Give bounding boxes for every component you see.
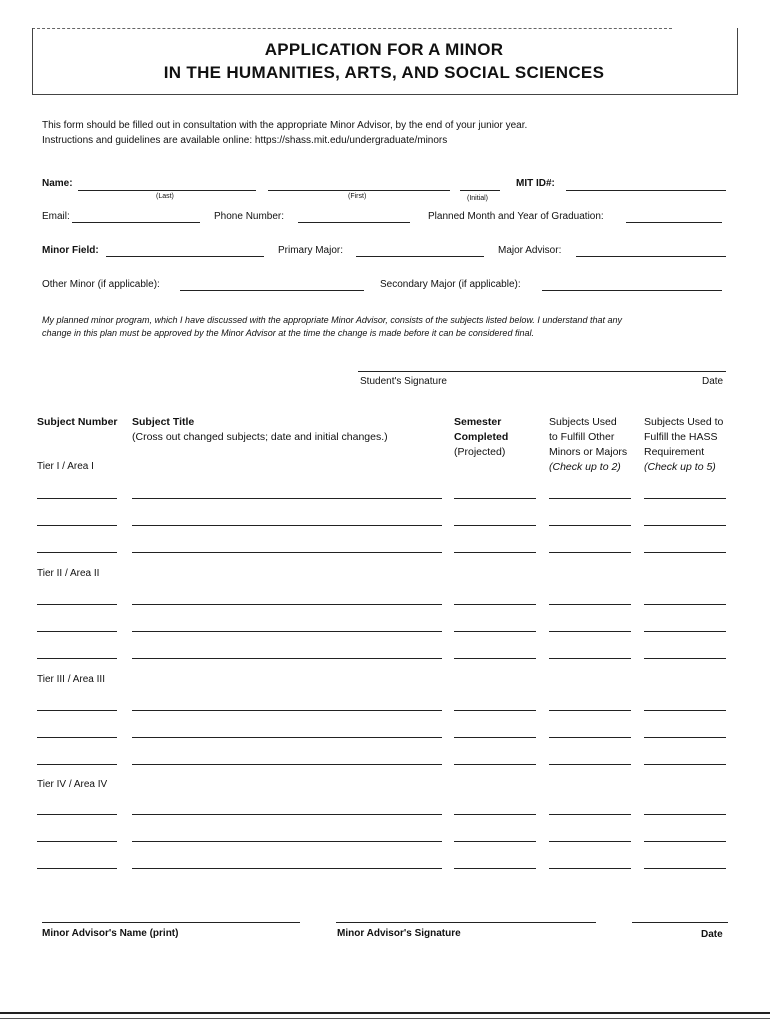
subject-number-field[interactable] <box>37 658 117 659</box>
semester-field[interactable] <box>454 604 536 605</box>
subject-number-field[interactable] <box>37 498 117 499</box>
subject-number-field[interactable] <box>37 631 117 632</box>
advisor-name-label: Minor Advisor's Name (print) <box>42 928 179 939</box>
col-hass-header-l1: Subjects Used to <box>644 416 724 428</box>
hass-check-field[interactable] <box>644 814 726 815</box>
col-other-header-l2: to Fulfill Other <box>549 431 615 443</box>
form-title-line1: APPLICATION FOR A MINOR <box>264 40 504 59</box>
semester-field[interactable] <box>454 841 536 842</box>
tier-label: Tier I / Area I <box>37 461 94 472</box>
subject-number-field[interactable] <box>37 525 117 526</box>
major-advisor-label: Major Advisor: <box>498 245 562 256</box>
hass-check-field[interactable] <box>644 841 726 842</box>
initial-caption: (Initial) <box>467 195 489 202</box>
hass-check-field[interactable] <box>644 764 726 765</box>
col-semester-header-l3: (Projected) <box>454 446 506 458</box>
col-subject-title-note: (Cross out changed subjects; date and initial changes.) <box>132 431 388 443</box>
subject-title-field[interactable] <box>132 552 442 553</box>
secondary-major-label: Secondary Major (if applicable): <box>380 279 521 290</box>
col-hass-header-l4: (Check up to 5) <box>644 461 716 473</box>
advisor-signature-label: Minor Advisor's Signature <box>337 928 461 939</box>
other-minor-check-field[interactable] <box>549 737 631 738</box>
col-other-header-l3: Minors or Majors <box>549 446 628 458</box>
subject-title-field[interactable] <box>132 841 442 842</box>
graduation-label: Planned Month and Year of Graduation: <box>428 211 604 222</box>
semester-field[interactable] <box>454 868 536 869</box>
first-caption: (First) <box>348 193 367 200</box>
other-minor-label: Other Minor (if applicable): <box>42 279 160 290</box>
subject-title-field[interactable] <box>132 868 442 869</box>
tier-label: Tier II / Area II <box>37 568 100 579</box>
subject-title-field[interactable] <box>132 525 442 526</box>
col-other-header-l1: Subjects Used <box>549 416 617 428</box>
subject-title-field[interactable] <box>132 498 442 499</box>
other-minor-check-field[interactable] <box>549 525 631 526</box>
phone-label: Phone Number: <box>214 211 285 222</box>
phone-field[interactable] <box>298 222 410 223</box>
col-subject-number-header: Subject Number <box>37 416 118 428</box>
first-name-field[interactable] <box>268 190 450 191</box>
student-signature-line[interactable] <box>358 371 726 372</box>
subject-title-field[interactable] <box>132 764 442 765</box>
student-signature-label: Student's Signature <box>360 376 447 387</box>
email-field[interactable] <box>72 222 200 223</box>
other-minor-check-field[interactable] <box>549 814 631 815</box>
subject-title-field[interactable] <box>132 814 442 815</box>
subject-number-field[interactable] <box>37 764 117 765</box>
col-semester-header-l1: Semester <box>454 416 502 428</box>
other-minor-check-field[interactable] <box>549 631 631 632</box>
minor-field-input[interactable] <box>106 256 264 257</box>
subject-title-field[interactable] <box>132 710 442 711</box>
col-hass-header-l2: Fulfill the HASS <box>644 431 718 443</box>
primary-major-field[interactable] <box>356 256 484 257</box>
statement-line2: change in this plan must be approved by the Minor Advisor at the time the change is made before it can be considered final. <box>42 328 534 338</box>
semester-field[interactable] <box>454 631 536 632</box>
secondary-major-field[interactable] <box>542 290 722 291</box>
hass-check-field[interactable] <box>644 525 726 526</box>
statement-line1: My planned minor program, which I have discussed with the appropriate Minor Advisor, consists of the subjects listed below. I understand that any <box>42 315 622 325</box>
subject-number-field[interactable] <box>37 841 117 842</box>
graduation-field[interactable] <box>626 222 722 223</box>
semester-field[interactable] <box>454 737 536 738</box>
semester-field[interactable] <box>454 498 536 499</box>
bottom-rule <box>0 1012 770 1014</box>
other-minor-check-field[interactable] <box>549 710 631 711</box>
tier-label: Tier III / Area III <box>37 674 105 685</box>
last-name-field[interactable] <box>78 190 256 191</box>
advisor-date-line[interactable] <box>632 922 728 923</box>
subject-number-field[interactable] <box>37 710 117 711</box>
hass-check-field[interactable] <box>644 737 726 738</box>
subject-title-field[interactable] <box>132 658 442 659</box>
hass-check-field[interactable] <box>644 710 726 711</box>
other-minor-check-field[interactable] <box>549 604 631 605</box>
subject-number-field[interactable] <box>37 604 117 605</box>
col-subject-title-header: Subject Title <box>132 416 195 428</box>
tier-label: Tier IV / Area IV <box>37 779 108 790</box>
col-semester-header-l2: Completed <box>454 431 509 443</box>
other-minor-check-field[interactable] <box>549 498 631 499</box>
hass-check-field[interactable] <box>644 604 726 605</box>
semester-field[interactable] <box>454 764 536 765</box>
subject-number-field[interactable] <box>37 737 117 738</box>
semester-field[interactable] <box>454 552 536 553</box>
major-advisor-field[interactable] <box>576 256 726 257</box>
other-minor-field[interactable] <box>180 290 364 291</box>
semester-field[interactable] <box>454 658 536 659</box>
advisor-name-line[interactable] <box>42 922 300 923</box>
name-label: Name: <box>42 178 73 189</box>
hass-check-field[interactable] <box>644 552 726 553</box>
subject-number-field[interactable] <box>37 552 117 553</box>
semester-field[interactable] <box>454 525 536 526</box>
advisor-signature-line[interactable] <box>336 922 596 923</box>
minor-field-label: Minor Field: <box>42 245 99 256</box>
subject-title-field[interactable] <box>132 604 442 605</box>
col-other-header-l4: (Check up to 2) <box>549 461 621 473</box>
semester-field[interactable] <box>454 710 536 711</box>
form-title-line2: IN THE HUMANITIES, ARTS, AND SOCIAL SCIENCES <box>163 63 605 82</box>
hass-check-field[interactable] <box>644 658 726 659</box>
subject-title-field[interactable] <box>132 737 442 738</box>
last-caption: (Last) <box>156 193 174 200</box>
other-minor-check-field[interactable] <box>549 658 631 659</box>
other-minor-check-field[interactable] <box>549 868 631 869</box>
email-label: Email: <box>42 211 70 222</box>
advisor-date-label: Date <box>701 929 723 940</box>
initial-field[interactable] <box>460 190 500 191</box>
student-signature-date-label: Date <box>702 376 724 387</box>
subject-number-field[interactable] <box>37 868 117 869</box>
hass-check-field[interactable] <box>644 631 726 632</box>
hass-check-field[interactable] <box>644 498 726 499</box>
other-minor-check-field[interactable] <box>549 764 631 765</box>
subject-number-field[interactable] <box>37 814 117 815</box>
mit-id-label: MIT ID#: <box>516 178 555 189</box>
col-hass-header-l3: Requirement <box>644 446 705 458</box>
other-minor-check-field[interactable] <box>549 841 631 842</box>
title-box <box>32 28 738 95</box>
bottom-rule-secondary <box>0 1018 770 1019</box>
mit-id-field[interactable] <box>566 190 726 191</box>
semester-field[interactable] <box>454 814 536 815</box>
intro-line2: Instructions and guidelines are available online: https://shass.mit.edu/undergraduate/minors <box>42 135 448 146</box>
primary-major-label: Primary Major: <box>278 245 344 256</box>
hass-check-field[interactable] <box>644 868 726 869</box>
subject-title-field[interactable] <box>132 631 442 632</box>
intro-line1: This form should be filled out in consultation with the appropriate Minor Advisor, by the end of your junior year. <box>42 120 528 131</box>
other-minor-check-field[interactable] <box>549 552 631 553</box>
